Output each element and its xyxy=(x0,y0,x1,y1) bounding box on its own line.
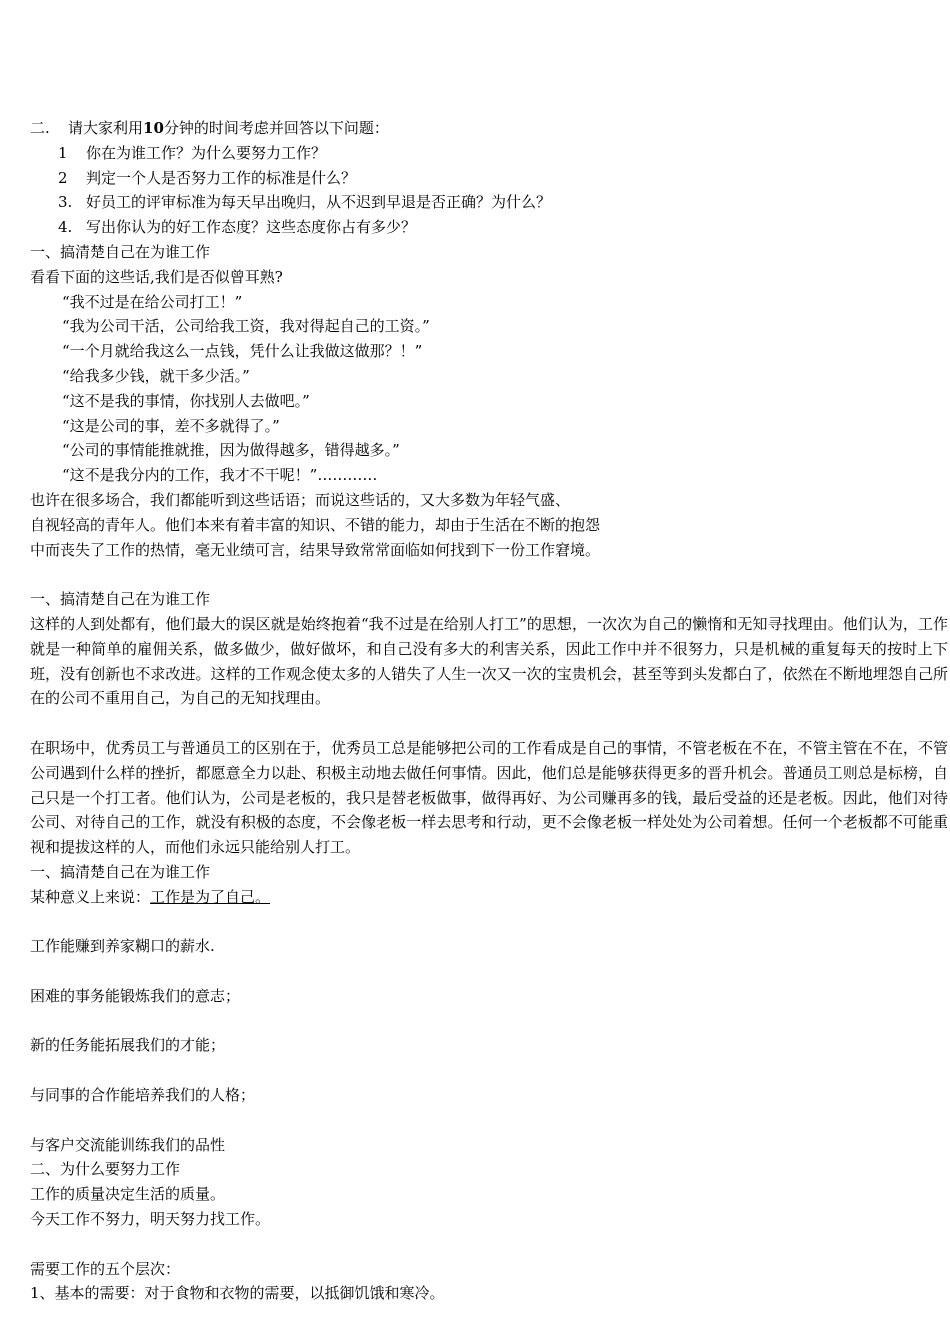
paragraph: 这样的人到处都有，他们最大的误区就是始终抱着“我不过是在给别人打工”的思想，一次次为自己的懒惰和无知寻找理由。他们认为，工作就是一种简单的雇佣关系，做多做少，做好做坏，和自己没有多大的利害关系，因此工作中并不很努力，只是机械的重复每天的按时上下班，没有创新也不求改进。这样的工作观念使太多的人错失了人生一次又一次的宝贵机会，甚至等到头发都白了，依然在不断地埋怨自己所在的公司不重用自己，为自己的无知找理由。 xyxy=(30,614,948,708)
question-text: 写出你认为的好工作态度？这些态度你占有多少？ xyxy=(86,218,417,237)
benefit-line: 与同事的合作能培养我们的人格； xyxy=(30,1086,256,1105)
quote-line: “这是公司的事，差不多就得了。” xyxy=(62,416,280,435)
section-heading: 一、搞清楚自己在为谁工作 xyxy=(30,590,211,609)
summary-line: 自视轻高的青年人。他们本来有着丰富的知识、不错的能力，却由于生活在不断的抱怨 xyxy=(30,515,601,534)
lead-label: 某种意义上来说： xyxy=(30,887,151,906)
section2-intro-pre: 请大家利用 xyxy=(68,119,144,137)
question-item xyxy=(30,215,948,240)
benefit-line: 新的任务能拓展我们的才能； xyxy=(30,1036,226,1055)
question-number: 3. xyxy=(58,193,73,212)
question-number: 1 xyxy=(58,143,68,162)
quote-line: “公司的事情能推就推，因为做得越多，错得越多。” xyxy=(62,441,400,460)
question-item xyxy=(30,141,948,166)
section-heading: 二、为什么要努力工作 xyxy=(30,1160,181,1179)
paragraph: 在职场中，优秀员工与普通员工的区别在于，优秀员工总是能够把公司的工作看成是自己的事情，不管老板在不在，不管主管在不在，不管公司遇到什么样的挫折，都愿意全力以赴、积极主动地去做任何事情。因此，他们总是能够获得更多的晋升机会。普通员工则总是标榜，自己只是一个打工者。他们认为，公司是老板的，我只是替老板做事，做得再好、为公司赚再多的钱，最后受益的还是老板。因此，他们对待公司、对待自己的工作，就没有积极的态度，不会像老板一样去思考和行动，更不会像老板一样处处为公司着想。任何一个老板都不可能重视和提拔这样的人，而他们永远只能给别人打工。 xyxy=(30,738,948,857)
quote-line: “我为公司干活，公司给我工资，我对得起自己的工资。” xyxy=(62,317,430,336)
level-item: 1、基本的需要：对于食物和衣物的需要，以抵御饥饿和寒冷。 xyxy=(30,1284,445,1303)
benefit-line: 与客户交流能训练我们的品性 xyxy=(30,1135,226,1154)
question-number: 2 xyxy=(58,168,68,187)
question-text: 判定一个人是否努力工作的标准是什么？ xyxy=(86,168,357,187)
summary-line: 也许在很多场合，我们都能听到这些话语；而说这些话的，又大多数为年轻气盛、 xyxy=(30,490,571,509)
question-text: 好员工的评审标准为每天早出晚归，从不迟到早退是否正确？为什么？ xyxy=(86,193,552,212)
part3-lead xyxy=(30,885,948,910)
document-body xyxy=(30,116,948,1306)
section2-intro-post: 分钟的时间考虑并回答以下问题： xyxy=(163,119,389,137)
quote-line: “这不是我的事情，你找别人去做吧。” xyxy=(62,391,310,410)
question-item xyxy=(30,166,948,191)
quote-line: “我不过是在给公司打工！” xyxy=(62,292,243,311)
lead-emphasis: 工作是为了自己。 xyxy=(150,887,271,906)
quote-line: “给我多少钱，就干多少活。” xyxy=(62,366,250,385)
quote-line: “这不是我分内的工作，我才不干呢！”………… xyxy=(62,466,378,485)
question-item xyxy=(30,190,948,215)
benefit-line: 工作能赚到养家糊口的薪水. xyxy=(30,937,215,956)
section2-intro-bold: 10 xyxy=(143,119,164,137)
quote-line: “一个月就给我这么一点钱，凭什么让我做这做那？！” xyxy=(62,342,423,361)
section2-number: 二. xyxy=(30,119,50,137)
benefit-line: 困难的事务能锻炼我们的意志； xyxy=(30,986,241,1005)
text-line: 工作的质量决定生活的质量。 xyxy=(30,1185,226,1204)
section2-intro xyxy=(30,116,948,141)
question-text: 你在为谁工作？为什么要努力工作？ xyxy=(86,143,327,162)
section-heading: 一、搞清楚自己在为谁工作 xyxy=(30,862,211,881)
text-line: 今天工作不努力，明天努力找工作。 xyxy=(30,1210,271,1229)
part1-lead: 看看下面的这些话,我们是否似曾耳熟? xyxy=(30,267,283,286)
levels-title: 需要工作的五个层次： xyxy=(30,1259,181,1278)
section-heading: 一、搞清楚自己在为谁工作 xyxy=(30,242,211,261)
summary-line: 中而丧失了工作的热情，毫无业绩可言，结果导致常常面临如何找到下一份工作窘境。 xyxy=(30,540,601,559)
question-number: 4. xyxy=(58,218,73,237)
